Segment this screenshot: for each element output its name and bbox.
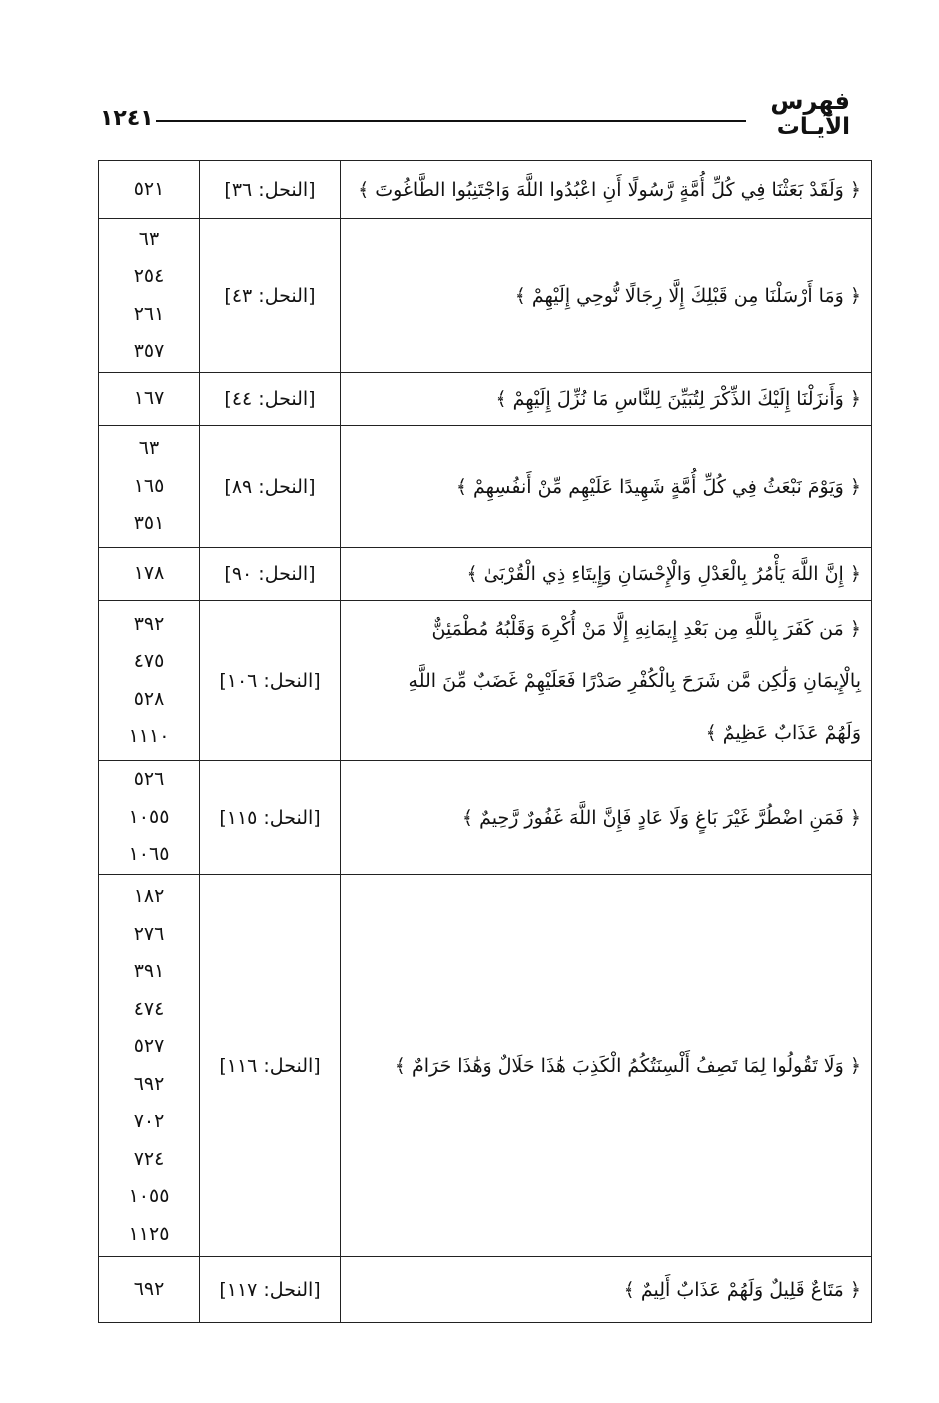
page-reference: ١١١٠ bbox=[128, 725, 170, 747]
verse-cell bbox=[341, 219, 872, 373]
surah-reference: [النحل: ٩٠] bbox=[200, 548, 341, 601]
verse-index-table bbox=[98, 160, 872, 1323]
verse-cell bbox=[341, 548, 872, 601]
page-reference-list bbox=[99, 171, 199, 209]
verse-cell bbox=[341, 426, 872, 548]
page-reference: ١١٢٥ bbox=[128, 1222, 170, 1245]
surah-reference: [النحل: ٨٩] bbox=[200, 426, 341, 548]
verse-cell bbox=[341, 875, 872, 1257]
page-reference: ١٧٨ bbox=[133, 562, 165, 585]
page-reference-list bbox=[99, 1271, 199, 1309]
surah-reference: [النحل: ٤٤] bbox=[200, 373, 341, 426]
page-reference: ٥٢٦ bbox=[133, 768, 165, 791]
surah-reference: [النحل: ٤٣] bbox=[200, 219, 341, 373]
page-reference: ١٠٦٥ bbox=[128, 843, 170, 866]
section-title bbox=[770, 88, 850, 141]
verse-text: بِالْإِيمَانِ وَلَٰكِن مَّن شَرَحَ بِالْكُفْرِ صَدْرًا فَعَلَيْهِمْ غَضَبٌ مِّنَ اللَّهِ bbox=[408, 669, 861, 692]
page-reference-list bbox=[99, 606, 199, 756]
page-reference-list bbox=[99, 221, 199, 371]
table-row bbox=[99, 161, 872, 219]
page-references-cell bbox=[99, 601, 200, 761]
verse-text: ﴿ مَن كَفَرَ بِاللَّهِ مِن بَعْدِ إِيمَانِهِ إِلَّا مَنْ أُكْرِهَ وَقَلْبُهُ مُطْمَئِنٌّ bbox=[431, 617, 861, 640]
verse-cell bbox=[341, 761, 872, 875]
verse-text: ﴿ وَأَنزَلْنَا إِلَيْكَ الذِّكْرَ لِتُبَيِّنَ لِلنَّاسِ مَا نُزِّلَ إِلَيْهِمْ ﴾ bbox=[495, 388, 861, 410]
verse-text: ﴿ إِنَّ اللَّهَ يَأْمُرُ بِالْعَدْلِ وَالْإِحْسَانِ وَإِيتَاءِ ذِي الْقُرْبَىٰ ﴾ bbox=[466, 563, 861, 585]
page-reference-list bbox=[99, 878, 199, 1253]
page-references-cell bbox=[99, 548, 200, 601]
page-reference: ١٨٢ bbox=[133, 885, 165, 907]
surah-reference: [النحل: ١١٦] bbox=[200, 875, 341, 1257]
page-references-cell bbox=[99, 761, 200, 875]
page-reference: ٥٢١ bbox=[133, 177, 165, 200]
table-row bbox=[99, 1257, 872, 1323]
surah-reference: [النحل: ١١٥] bbox=[200, 761, 341, 875]
page-references-cell bbox=[99, 426, 200, 548]
page-reference-list bbox=[99, 380, 199, 418]
table-row bbox=[99, 373, 872, 426]
page-reference: ٧٢٤ bbox=[133, 1147, 165, 1170]
page-references-cell bbox=[99, 219, 200, 373]
page-reference: ٦٣ bbox=[138, 227, 160, 250]
page-reference: ١٠٥٥ bbox=[128, 1185, 170, 1207]
page-reference: ٤٧٥ bbox=[133, 650, 165, 672]
table-row bbox=[99, 548, 872, 601]
page-reference: ٢٥٤ bbox=[133, 265, 165, 287]
verse-text: ﴿ فَمَنِ اضْطُرَّ غَيْرَ بَاغٍ وَلَا عَادٍ فَإِنَّ اللَّهَ غَفُورٌ رَّحِيمٌ ﴾ bbox=[461, 806, 861, 829]
verse-cell bbox=[341, 161, 872, 219]
page-reference: ٦٩٢ bbox=[133, 1072, 165, 1095]
section-title-line2: الآيـات bbox=[776, 113, 850, 140]
page-references-cell bbox=[99, 1257, 200, 1323]
table-row bbox=[99, 761, 872, 875]
page-reference: ٥٢٨ bbox=[133, 687, 165, 710]
surah-reference: [النحل: ١٠٦] bbox=[200, 601, 341, 761]
page-reference: ٦٣ bbox=[138, 437, 160, 460]
page-reference: ٢٦١ bbox=[133, 302, 165, 325]
page-reference: ٣٥١ bbox=[133, 512, 165, 535]
page-reference-list bbox=[99, 761, 199, 874]
verse-text: ﴿ وَلَقَدْ بَعَثْنَا فِي كُلِّ أُمَّةٍ رَّسُولًا أَنِ اعْبُدُوا اللَّهَ وَاجْتَنِبُوا الطَّاغُوتَ ﴾ bbox=[358, 178, 861, 201]
page-reference: ٣٩٢ bbox=[133, 612, 165, 635]
verse-cell bbox=[341, 1257, 872, 1323]
page-reference: ٤٧٤ bbox=[133, 997, 165, 1020]
page-references-cell bbox=[99, 875, 200, 1257]
page-references-cell bbox=[99, 161, 200, 219]
table-row bbox=[99, 601, 872, 761]
page-reference-list bbox=[99, 555, 199, 593]
table-row bbox=[99, 875, 872, 1257]
table-row bbox=[99, 426, 872, 548]
page-reference: ٧٠٢ bbox=[133, 1110, 165, 1132]
page-reference: ١٠٥٥ bbox=[128, 805, 170, 828]
page-reference: ١٦٧ bbox=[133, 387, 165, 410]
verse-text: ﴿ وَمَا أَرْسَلْنَا مِن قَبْلِكَ إِلَّا رِجَالًا نُّوحِي إِلَيْهِمْ ﴾ bbox=[514, 284, 861, 307]
verse-text: وَلَهُمْ عَذَابٌ عَظِيمٌ ﴾ bbox=[705, 721, 861, 744]
table-row bbox=[99, 219, 872, 373]
surah-reference: [النحل: ١١٧] bbox=[200, 1257, 341, 1323]
verse-cell bbox=[341, 601, 872, 761]
page-reference: ٣٩١ bbox=[133, 960, 165, 982]
page-references-cell bbox=[99, 373, 200, 426]
section-title-line1: فهرس bbox=[770, 87, 850, 115]
page-number: ١٢٤١ bbox=[100, 106, 154, 131]
verse-text: ﴿ مَتَاعٌ قَلِيلٌ وَلَهُمْ عَذَابٌ أَلِيمٌ ﴾ bbox=[623, 1278, 861, 1301]
verse-index-body bbox=[99, 161, 872, 1323]
page-reference: ٢٧٦ bbox=[133, 922, 165, 945]
verse-cell bbox=[341, 373, 872, 426]
page-reference: ١٦٥ bbox=[133, 474, 165, 497]
page-reference-list bbox=[99, 430, 199, 543]
header-rule bbox=[156, 120, 746, 122]
page-reference: ٦٩٢ bbox=[133, 1277, 165, 1300]
verse-text: ﴿ وَيَوْمَ نَبْعَثُ فِي كُلِّ أُمَّةٍ شَهِيدًا عَلَيْهِم مِّنْ أَنفُسِهِمْ ﴾ bbox=[455, 475, 861, 498]
page-reference: ٥٢٧ bbox=[133, 1035, 165, 1057]
verse-text: ﴿ وَلَا تَقُولُوا لِمَا تَصِفُ أَلْسِنَتُكُمُ الْكَذِبَ هَٰذَا حَلَالٌ وَهَٰذَا حَرَامٌ ﴾ bbox=[394, 1054, 861, 1077]
page-header bbox=[98, 88, 850, 150]
surah-reference: [النحل: ٣٦] bbox=[200, 161, 341, 219]
page-reference: ٣٥٧ bbox=[133, 340, 165, 362]
